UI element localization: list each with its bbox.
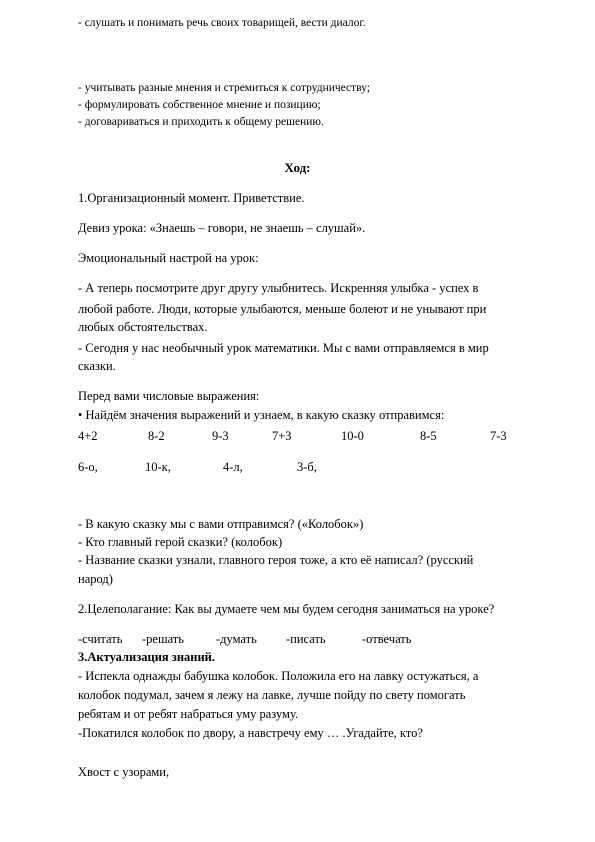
text-line: - Испекла однажды бабушка колобок. Положила его на лавку остужаться, а: [78, 669, 479, 683]
text-line: колобок подумал, зачем я лежу на лавке, лучше пойду по свету помогать: [78, 688, 466, 702]
text-line: 3.Актуализация знаний.: [78, 650, 216, 664]
action-word: -решать: [142, 632, 184, 646]
text-line: Перед вами числовые выражения:: [78, 389, 260, 403]
text-line: Девиз урока: «Знаешь – говори, не знаешь – слушай».: [78, 221, 366, 235]
expression: 7+3: [272, 429, 292, 443]
action-word: -отвечать: [362, 632, 412, 646]
expression: 7-3: [490, 429, 507, 443]
expression: 8-5: [420, 429, 437, 443]
text-line: - слушать и понимать речь своих товарищей, вести диалог.: [78, 17, 366, 29]
expression: 8-2: [148, 429, 165, 443]
action-word: -писать: [286, 632, 326, 646]
answer: 6-о,: [78, 460, 98, 474]
action-word: -думать: [216, 632, 257, 646]
text-line: - А теперь посмотрите друг другу улыбнитесь. Искренняя улыбка - успех в: [78, 281, 479, 295]
text-line: - В какую сказку мы с вами отправимся? («Колобок»): [78, 517, 364, 531]
text-line: - учитывать разные мнения и стремиться к сотрудничеству;: [78, 82, 371, 94]
text-line: -Покатился колобок по двору, а навстречу ему … .Угадайте, кто?: [78, 726, 423, 740]
text-line: - Кто главный герой сказки? (колобок): [78, 535, 283, 549]
text-line: - Сегодня у нас необычный урок математики. Мы с вами отправляемся в мир: [78, 341, 489, 355]
text-line: сказки.: [78, 359, 116, 373]
text-line: Эмоциональный настрой на урок:: [78, 251, 259, 265]
text-line: • Найдём значения выражений и узнаем, в какую сказку отправимся:: [78, 408, 445, 422]
text-line: любой работе. Люди, которые улыбаются, меньше болеют и не унывают при: [78, 302, 487, 316]
text-line: - договариваться и приходить к общему решению.: [78, 116, 324, 128]
text-line: любых обстоятельствах.: [78, 320, 208, 334]
answer: 4-л,: [223, 460, 243, 474]
expression: 4+2: [78, 429, 98, 443]
text-line: - Название сказки узнали, главного героя тоже, а кто её написал? (русский: [78, 553, 474, 567]
expressions-row: [0, 427, 595, 445]
answer: 10-к,: [145, 460, 171, 474]
expression: 10-0: [341, 429, 364, 443]
text-line: - формулировать собственное мнение и позицию;: [78, 99, 321, 111]
text-line: Хвост с узорами,: [78, 765, 170, 779]
answer: 3-б,: [297, 460, 317, 474]
expression: 9-3: [212, 429, 229, 443]
actions-row: [0, 630, 595, 648]
text-line: 2.Целеполагание: Как вы думаете чем мы будем сегодня заниматься на уроке?: [78, 602, 495, 616]
section-heading: Ход:: [284, 160, 311, 175]
text-line: 1.Организационный момент. Приветствие.: [78, 191, 305, 205]
text-line: народ): [78, 572, 113, 586]
text-line: ребятам и от ребят набраться уму разуму.: [78, 707, 299, 721]
answers-row: [0, 458, 595, 476]
action-word: -считать: [78, 632, 123, 646]
